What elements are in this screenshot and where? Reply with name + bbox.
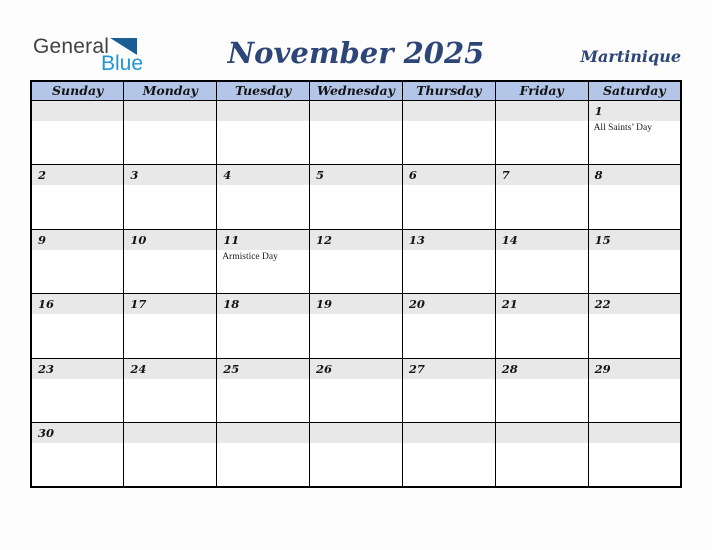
date-number <box>403 423 495 443</box>
logo-text-blue: Blue <box>100 52 143 75</box>
weekday-header-saturday: Saturday <box>588 81 681 100</box>
calendar-day-cell <box>588 229 681 294</box>
calendar-day-cell <box>495 294 588 359</box>
calendar-day-cell <box>124 165 217 230</box>
calendar-day-cell <box>31 165 124 230</box>
date-number: 10 <box>124 230 216 250</box>
calendar-day-cell <box>402 165 495 230</box>
date-number <box>589 423 680 443</box>
weekday-header-thursday: Thursday <box>402 81 495 100</box>
calendar-table <box>30 80 682 488</box>
date-number: 2 <box>32 165 123 185</box>
weekday-header-row <box>31 81 681 100</box>
calendar-empty-cell <box>31 100 124 165</box>
date-number: 8 <box>589 165 680 185</box>
calendar-day-cell <box>402 294 495 359</box>
holiday-label: All Saints’ Day <box>593 122 652 133</box>
date-number: 11 <box>217 230 309 250</box>
calendar-day-cell <box>495 165 588 230</box>
date-number: 15 <box>589 230 680 250</box>
date-number: 18 <box>217 294 309 314</box>
date-number: 20 <box>403 294 495 314</box>
date-number <box>32 101 123 121</box>
calendar-day-cell <box>588 358 681 423</box>
calendar-empty-cell <box>124 100 217 165</box>
date-number: 1 <box>589 101 680 121</box>
calendar-day-cell <box>310 358 403 423</box>
weekday-header-tuesday: Tuesday <box>217 81 310 100</box>
date-number: 25 <box>217 359 309 379</box>
date-number <box>217 101 309 121</box>
date-number: 14 <box>496 230 588 250</box>
region-label: Martinique <box>580 47 681 66</box>
date-number: 6 <box>403 165 495 185</box>
date-number: 28 <box>496 359 588 379</box>
date-number: 19 <box>310 294 402 314</box>
date-number <box>124 423 216 443</box>
date-number: 13 <box>403 230 495 250</box>
calendar-empty-cell <box>124 423 217 488</box>
calendar-empty-cell <box>495 423 588 488</box>
calendar-day-cell <box>31 358 124 423</box>
calendar-empty-cell <box>588 423 681 488</box>
calendar-empty-cell <box>310 423 403 488</box>
holiday-label: Armistice Day <box>222 251 278 262</box>
calendar-day-cell <box>124 294 217 359</box>
calendar-day-cell <box>31 423 124 488</box>
calendar-day-cell <box>402 229 495 294</box>
date-number <box>403 101 495 121</box>
date-number: 27 <box>403 359 495 379</box>
date-number <box>496 101 588 121</box>
date-number <box>124 101 216 121</box>
page-title: November 2025 <box>227 36 485 70</box>
calendar-day-cell <box>124 358 217 423</box>
calendar-day-cell <box>31 294 124 359</box>
calendar-day-cell <box>495 229 588 294</box>
calendar-empty-cell <box>402 423 495 488</box>
date-number: 5 <box>310 165 402 185</box>
calendar-empty-cell <box>402 100 495 165</box>
weekday-header-friday: Friday <box>495 81 588 100</box>
calendar-day-cell <box>217 165 310 230</box>
weekday-header-sunday: Sunday <box>31 81 124 100</box>
date-number: 29 <box>589 359 680 379</box>
date-number: 24 <box>124 359 216 379</box>
calendar-day-cell <box>310 165 403 230</box>
calendar-day-cell <box>402 358 495 423</box>
date-number: 30 <box>32 423 123 443</box>
date-number <box>310 101 402 121</box>
calendar-day-cell <box>217 358 310 423</box>
calendar-empty-cell <box>310 100 403 165</box>
calendar-day-cell <box>31 229 124 294</box>
calendar-empty-cell <box>217 423 310 488</box>
calendar-week-row <box>31 229 681 294</box>
date-number: 3 <box>124 165 216 185</box>
date-number <box>496 423 588 443</box>
logo-text-general: General <box>33 35 110 58</box>
date-number: 4 <box>217 165 309 185</box>
date-number: 16 <box>32 294 123 314</box>
date-number: 26 <box>310 359 402 379</box>
weekday-header-wednesday: Wednesday <box>310 81 403 100</box>
calendar-day-cell <box>588 100 681 165</box>
calendar-week-row <box>31 423 681 488</box>
date-number: 9 <box>32 230 123 250</box>
date-number: 17 <box>124 294 216 314</box>
date-number: 22 <box>589 294 680 314</box>
date-number: 7 <box>496 165 588 185</box>
date-number: 21 <box>496 294 588 314</box>
calendar-body <box>31 100 681 487</box>
calendar-day-cell <box>310 294 403 359</box>
date-number <box>217 423 309 443</box>
calendar-day-cell <box>310 229 403 294</box>
calendar-empty-cell <box>495 100 588 165</box>
calendar-day-cell <box>217 294 310 359</box>
date-number <box>310 423 402 443</box>
date-number: 23 <box>32 359 123 379</box>
calendar-week-row <box>31 294 681 359</box>
calendar-day-cell <box>588 165 681 230</box>
weekday-header-monday: Monday <box>124 81 217 100</box>
calendar-week-row <box>31 358 681 423</box>
calendar-week-row <box>31 100 681 165</box>
calendar-day-cell <box>124 229 217 294</box>
calendar-day-cell <box>588 294 681 359</box>
calendar-empty-cell <box>217 100 310 165</box>
calendar-week-row <box>31 165 681 230</box>
calendar-day-cell <box>495 358 588 423</box>
date-number: 12 <box>310 230 402 250</box>
calendar-day-cell <box>217 229 310 294</box>
